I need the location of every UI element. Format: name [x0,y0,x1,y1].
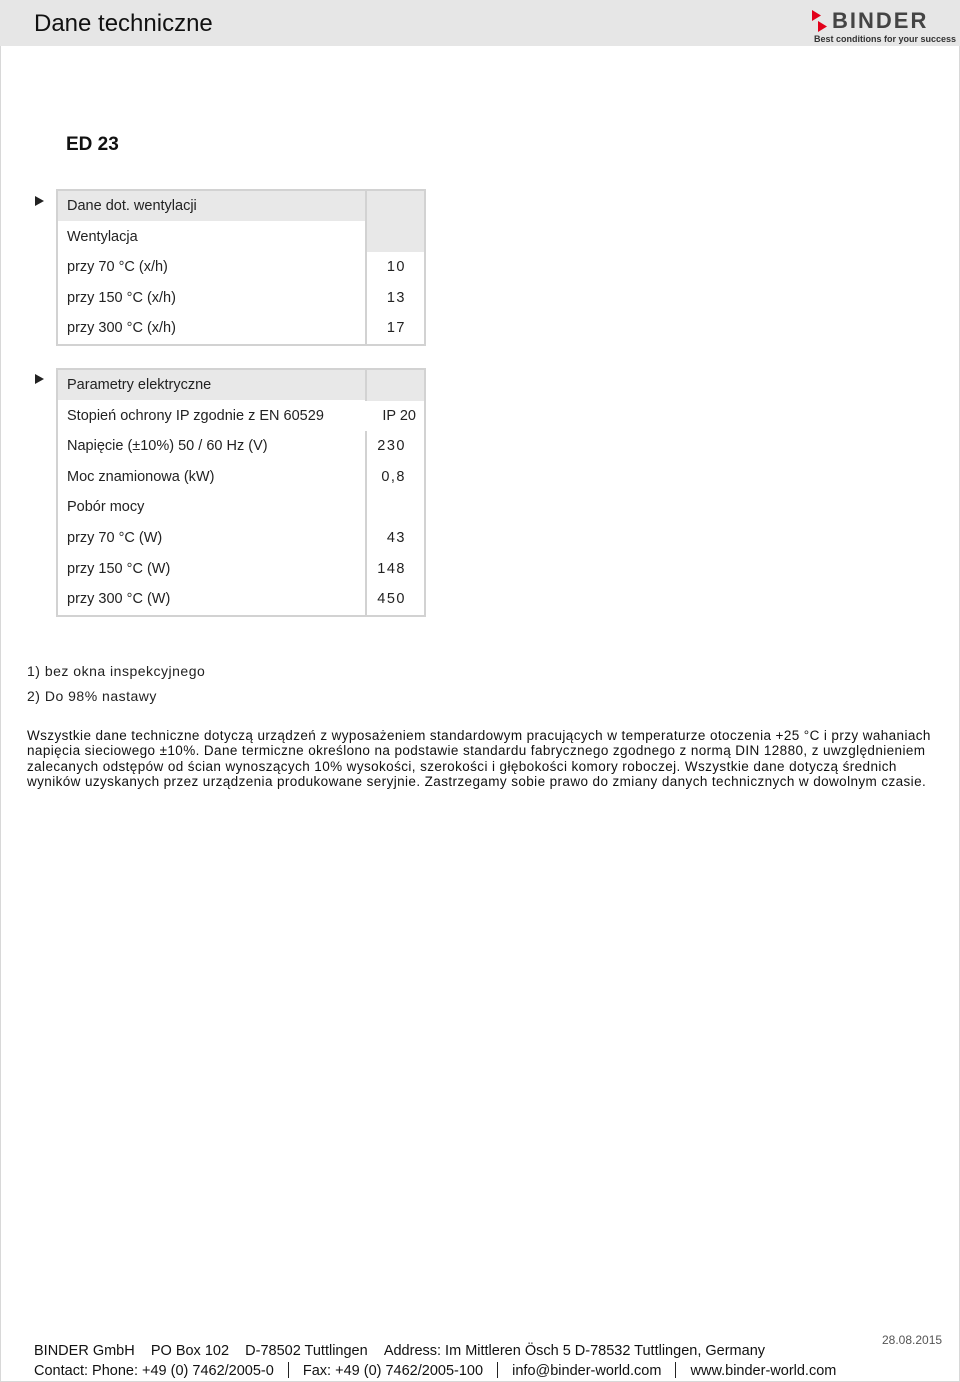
spec-value: IP 20 [366,401,424,432]
spec-label: przy 300 °C (W) [58,584,365,615]
footer-company: BINDER GmbH [34,1343,135,1359]
spec-label: Wentylacja [58,222,365,253]
spec-label: Moc znamionowa (kW) [58,462,365,493]
table-row [58,431,424,462]
footer-address: Address: Im Mittleren Ösch 5 D-78532 Tuttlingen, Germany [383,1343,766,1359]
binder-logo-icon [812,10,830,32]
spec-label: przy 70 °C (x/h) [58,252,365,283]
spec-label: przy 70 °C (W) [58,523,365,554]
table-row [58,554,424,585]
table-row [58,401,424,432]
spec-value [367,191,424,222]
footer-contact-line [34,1362,836,1379]
footer-postal: D-78502 Tuttlingen [245,1343,368,1359]
table-row [58,283,424,314]
divider [288,1362,289,1378]
table-row [58,191,424,222]
spec-label: Stopień ochrony IP zgodnie z EN 60529 [58,401,366,432]
spec-value [367,222,424,253]
table-row [58,462,424,493]
header-bar [0,0,960,46]
product-title: ED 23 [66,134,119,155]
logo-tagline: Best conditions for your success [814,34,957,44]
spec-label: przy 150 °C (x/h) [58,283,365,314]
spec-label: Napięcie (±10%) 50 / 60 Hz (V) [58,431,365,462]
table-row [58,370,424,401]
spec-value: 17 [367,313,424,344]
footnote-2: 2) Do 98% nastawy [27,688,157,704]
footer-phone: Contact: Phone: +49 (0) 7462/2005-0 [34,1363,274,1379]
table-row [58,313,424,344]
footer-fax: Fax: +49 (0) 7462/2005-100 [302,1363,484,1379]
footer-po-box: PO Box 102 [150,1343,230,1359]
disclaimer-text: Wszystkie dane techniczne dotyczą urządzeń z wyposażeniem standardowym pracujących w temperaturze otoczenia +25 °C i przy wahaniach napięcia sieciowego ±10%. Dane termiczne określono na podstawie standardu fabrycznego zgodnego z normą DIN 12880, z uwzględnieniem zalecanych odstępów od ścian wynoszących 10% wysokości, szerokości i głębokości komory roboczej. Wszystkie dane dotyczą średnich wyników uzyskanych przez urządzenia produkowane seryjnie. Zastrzegamy sobie prawo do zmiany danych technicznych w dowolnym czasie. [27,728,931,790]
page-title: Dane techniczne [34,10,213,37]
spec-label: przy 150 °C (W) [58,554,365,585]
table-row [58,523,424,554]
footer-address-line [34,1343,765,1359]
footer-email-link[interactable]: info@binder-world.com [512,1363,662,1379]
divider [675,1362,676,1378]
table-row [58,584,424,615]
spec-value: 13 [367,283,424,314]
section-title: Parametry elektryczne [58,370,365,401]
binder-logo [812,8,957,46]
table-row [58,252,424,283]
document-date: 28.08.2015 [882,1333,943,1347]
ventilation-table [56,189,426,346]
spec-value: 10 [367,252,424,283]
electrical-table [56,368,426,617]
logo-wordmark: BINDER [832,8,929,33]
spec-value [367,370,424,401]
spec-value: 148 [367,554,424,585]
section-title: Dane dot. wentylacji [58,191,365,222]
footer-website-link[interactable]: www.binder-world.com [690,1363,837,1379]
spec-value: 450 [367,584,424,615]
spec-value: 43 [367,523,424,554]
spec-label: przy 300 °C (x/h) [58,313,365,344]
spec-value [367,492,424,523]
spec-value: 230 [367,431,424,462]
section-arrow-icon [35,374,44,384]
divider [497,1362,498,1378]
table-row [58,222,424,253]
table-row [58,492,424,523]
spec-value: 0,8 [367,462,424,493]
footnote-1: 1) bez okna inspekcyjnego [27,663,206,679]
section-arrow-icon [35,196,44,206]
spec-label: Pobór mocy [58,492,365,523]
